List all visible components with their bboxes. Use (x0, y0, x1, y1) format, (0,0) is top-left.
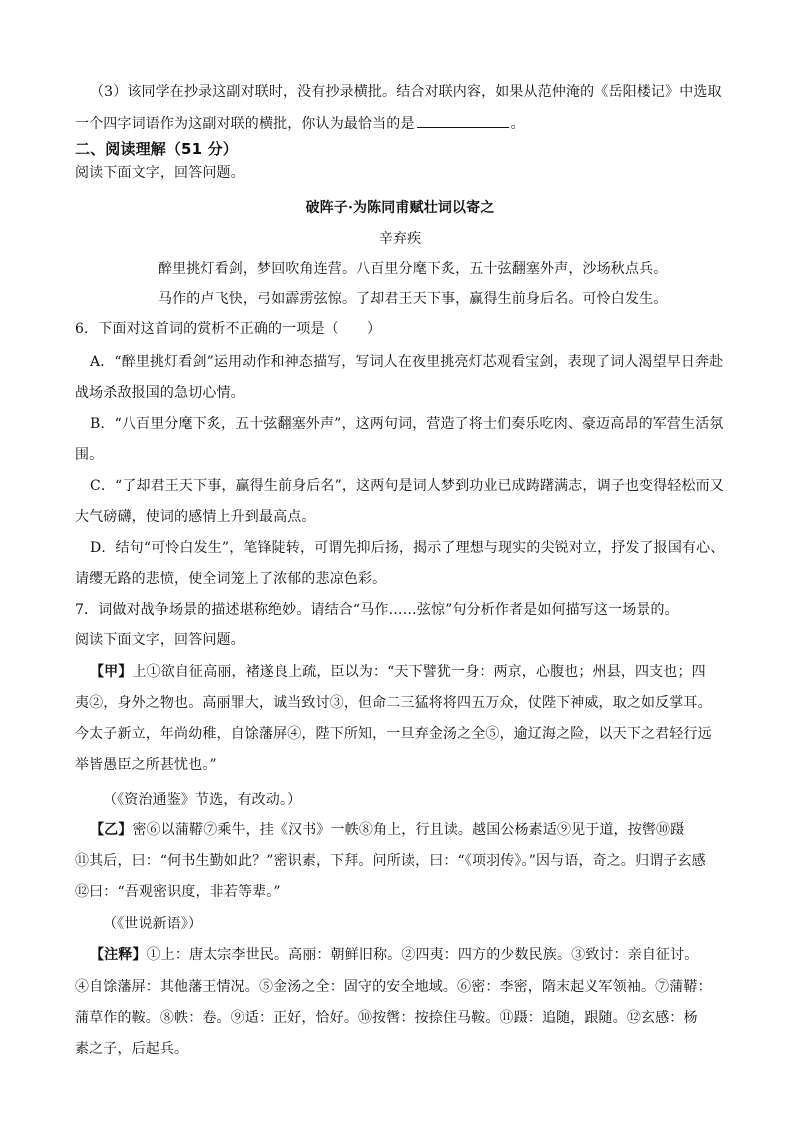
passage-yi-line-2: ⑪其后，曰：“何书生勤如此？”密识素，下拜。问所读，曰：“《项羽传》。”因与语，奇之。归谓子玄感 (75, 853, 706, 869)
passage-jia-source: （《资治通鉴》节选，有改动。） (103, 792, 302, 808)
option-b-line-1: B．“八百里分麾下炙，五十弦翻塞外声”，这两句词，营造了将士们奏乐吃肉、豪迈高昂的军营生活氛 (90, 416, 724, 432)
answer-blank[interactable] (417, 113, 509, 128)
option-a-line-2: 战场杀敌报国的急切心情。 (75, 385, 245, 401)
passage-jia-line-4: 举皆愚臣之所甚忧也。” (75, 757, 217, 773)
passage-yi-line-3: ⑫曰：“吾观密识度，非若等辈。” (75, 884, 281, 900)
notes-line-4: 素之子，后起兵。 (75, 1041, 189, 1057)
option-a-line-1: A．“醉里挑灯看剑”运用动作和神态描写，写词人在夜里挑亮灯芯观看宝剑，表现了词人渴望早日奔赴 (90, 354, 724, 370)
passage-yi-source: （《世说新语》） (103, 916, 203, 932)
poem-title: 破阵子·为陈同甫赋壮词以寄之 (305, 200, 495, 216)
poem-line-1: 醉里挑灯看剑，梦回吹角连营。八百里分麾下炙，五十弦翻塞外声，沙场秋点兵。 (158, 261, 668, 277)
question-6-stem: 6．下面对这首词的赏析不正确的一项是（ ） (75, 321, 382, 337)
question-7-stem: 7．词做对战争场景的描述堪称绝妙。请结合“马作……弦惊”句分析作者是如何描写这一场景的。 (75, 602, 679, 618)
notes-label: 【注释】 (90, 947, 147, 963)
poem-line-2: 马作的卢飞快，弓如霹雳弦惊。了却君王天下事，赢得生前身后名。可怜白发生。 (158, 291, 668, 307)
notes-line-2: ④自馀藩屏：其他藩王情况。⑤金汤之全：固守的安全地域。⑥密：李密，隋末起义军领袖。⑦蒲鞯： (75, 979, 712, 995)
notes-text-1: ①上：唐太宗李世民。高丽：朝鲜旧称。②四夷：四方的少数民族。③致讨：亲自征讨。 (146, 947, 699, 963)
option-d-line-2: 请缨无路的悲愤，使全词笼上了浓郁的悲凉色彩。 (75, 571, 387, 587)
passage-jia-line-1 (90, 662, 740, 682)
passage-yi-label: 【乙】 (90, 822, 133, 838)
passage-yi-line-1 (90, 820, 740, 840)
option-b-line-2: 围。 (75, 447, 104, 463)
passage-jia-line-3: 今太子新立，年尚幼稚，自馀藩屏④，陛下所知，一旦弃金汤之全⑤，逾辽海之险，以天下之君轻行远 (75, 726, 712, 742)
reading-instruction-2: 阅读下面文字，回答问题。 (75, 632, 245, 648)
passage-yi-text-1: 密⑥以蒲鞯⑦乘牛，挂《汉书》一帙⑧角上，行且读。越国公杨素适⑨见于道，按辔⑩蹑 (132, 822, 685, 838)
poem-author: 辛弃疾 (378, 231, 422, 247)
notes-line-3: 蒲草作的鞍。⑧帙：卷。⑨适：正好，恰好。⑩按辔：按捺住马鞍。⑪蹑：追随，跟随。⑫玄感：杨 (75, 1010, 698, 1026)
question-5-3-end: 。 (510, 116, 525, 132)
question-5-3-prompt: 一个四字词语作为这副对联的横批，你认为最恰当的是 (75, 116, 415, 132)
passage-jia-text-1: 上①欲自征高丽，褚遂良上疏，臣以为：“天下譬犹一身：两京，心腹也；州县，四支也；四 (132, 664, 706, 680)
notes-line-1 (90, 945, 740, 965)
section-heading: 二、阅读理解（51 分） (75, 140, 238, 158)
question-5-3-line-2 (75, 113, 725, 134)
option-d-line-1: D．结句“可怜白发生”，笔锋陡转，可谓先抑后扬，揭示了理想与现实的尖锐对立，抒发了报国有心、 (90, 540, 725, 556)
option-c-line-1: C．“了却君王天下事，赢得生前身后名”，这两句是词人梦到功业已成踌躇满志，调子也变得轻松而又 (90, 478, 724, 494)
question-5-3-line-1: （3）该同学在抄录这副对联时，没有抄录横批。结合对联内容，如果从范仲淹的《岳阳楼记》中选取 (90, 84, 722, 100)
reading-instruction-1: 阅读下面文字，回答问题。 (75, 165, 245, 181)
option-c-line-2: 大气磅礴，使词的感情上升到最高点。 (75, 509, 316, 525)
passage-jia-label: 【甲】 (90, 664, 133, 680)
passage-jia-line-2: 夷②，身外之物也。高丽罪大，诚当致讨③，但命二三猛将将四五万众，仗陛下神威，取之如反掌耳。 (75, 695, 712, 711)
